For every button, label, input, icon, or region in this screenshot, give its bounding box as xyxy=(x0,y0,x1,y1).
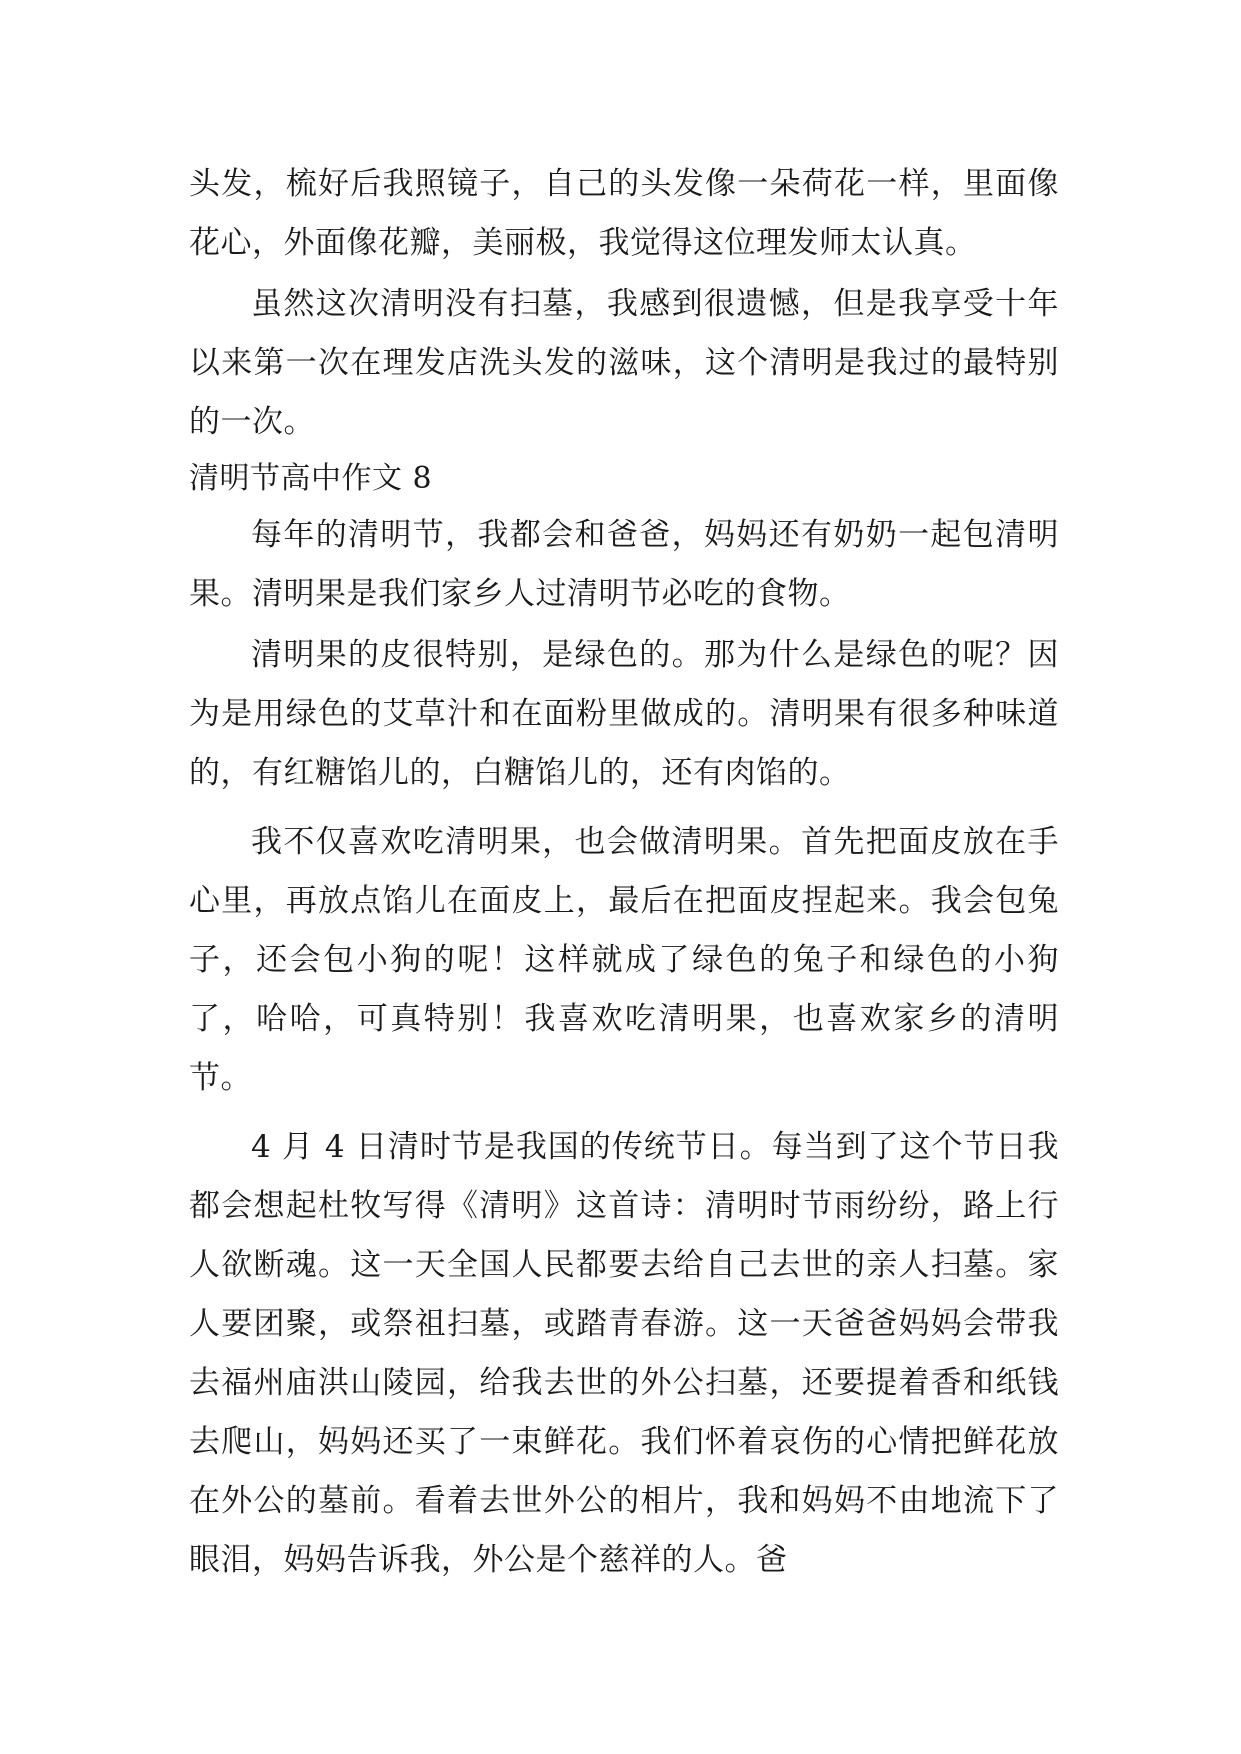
paragraph-tomb-sweeping: 4 月 4 日清时节是我国的传统节日。每当到了这个节日我都会想起杜牧写得《清明》这首诗：清明时节雨纷纷，路上行人欲断魂。这一天全国人民都要去给自己去世的亲人扫墓。家人要团聚，或祭祖扫墓，或踏青春游。这一天爸爸妈妈会带我去福州庙洪山陵园，给我去世的外公扫墓，还要提着香和纸钱去爬山，妈妈还买了一束鲜花。我们怀着哀伤的心情把鲜花放在外公的墓前。看着去世外公的相片，我和妈妈不由地流下了眼泪，妈妈告诉我，外公是个慈祥的人。爸 xyxy=(189,1129,1059,1578)
paragraph-qingming-feeling: 虽然这次清明没有扫墓，我感到很遗憾，但是我享受十年以来第一次在理发店洗头发的滋味，这个清明是我过的最特别的一次。 xyxy=(189,286,1059,440)
document-body xyxy=(189,155,1059,1590)
paragraph-qingming-fruit-intro: 每年的清明节，我都会和爸爸，妈妈还有奶奶一起包清明果。清明果是我们家乡人过清明节必吃的食物。 xyxy=(189,517,1059,612)
paragraph-qingming-fruit-skin: 清明果的皮很特别，是绿色的。那为什么是绿色的呢？因为是用绿色的艾草汁和在面粉里做成的。清明果有很多种味道的，有红糖馅儿的，白糖馅儿的，还有肉馅的。 xyxy=(189,637,1059,791)
paragraph-making-fruit: 我不仅喜欢吃清明果，也会做清明果。首先把面皮放在手心里，再放点馅儿在面皮上，最后在把面皮捏起来。我会包兔子，还会包小狗的呢！这样就成了绿色的兔子和绿色的小狗了，哈哈，可真特别！我喜欢吃清明果，也喜欢家乡的清明节。 xyxy=(189,824,1059,1096)
paragraph-haircut-end: 头发，梳好后我照镜子，自己的头发像一朵荷花一样，里面像花心，外面像花瓣，美丽极，我觉得这位理发师太认真。 xyxy=(189,166,1059,261)
essay-heading-8: 清明节高中作文 8 xyxy=(189,461,433,496)
